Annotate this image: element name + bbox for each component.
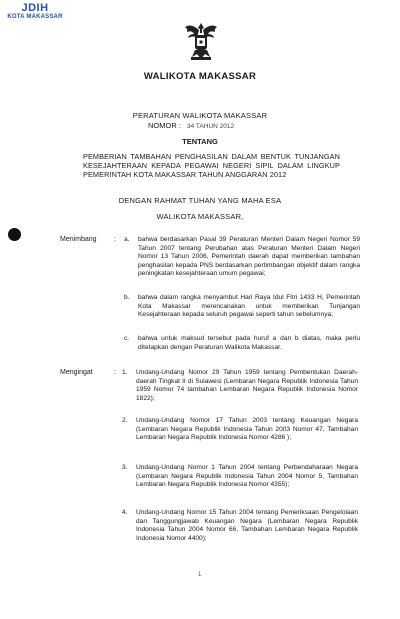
- tentang-heading: TENTANG: [182, 137, 218, 146]
- issuer-title: WALIKOTA MAKASSAR: [143, 71, 257, 82]
- item-marker: 3.: [122, 464, 128, 471]
- regulation-number: [148, 121, 234, 130]
- item-marker: 2.: [122, 417, 128, 424]
- item-marker: b.: [124, 294, 130, 301]
- item-text: Undang-Undang Nomor 17 Tahun 2003 tentang Keuangan Negara (Lembaran Negara Republik Indonesia Tahun 2003 Nomor 47, Tambahan Lembaran Negara Republik Indonesia Nomor 4286 );: [136, 417, 358, 441]
- mengingat-colon: :: [114, 369, 116, 376]
- menimbang-label: Menimbang: [60, 236, 97, 243]
- mengingat-label: Mengingat: [60, 369, 93, 376]
- item-marker: 1.: [122, 369, 128, 376]
- regulation-title: PERATURAN WALIKOTA MAKASSAR: [132, 111, 268, 120]
- item-marker: c.: [124, 335, 130, 342]
- jdih-logo: [5, 3, 65, 20]
- item-text: Undang-Undang Nomor 1 Tahun 2004 tentang Perbendaharaan Negara (Lembaran Negara Republik Indonesia Tahun 2004 Nomor 5, Tambahan Lembaran Negara Republik Indonesia Nomor 4355);: [136, 464, 358, 488]
- nomor-value: 34 TAHUN 2012: [187, 123, 235, 130]
- preamble-line: DENGAN RAHMAT TUHAN YANG MAHA ESA: [118, 196, 282, 205]
- item-marker: a.: [124, 236, 130, 243]
- item-text: Undang-Undang Nomor 29 Tahun 1959 tentang Pembentukan Daerah-daerah Tingkat II di Sulawesi (Lembaran Negara Republik Indonesia Tahun 1959 Nomor 74 tambahan Lembaran Negara Republik Indonesia Nomor 1822);: [136, 369, 358, 402]
- item-marker: 4.: [122, 509, 128, 516]
- item-text: bahwa untuk maksud tersebut pada huruf a dan b diatas, maka perlu ditetapkan dengan Peraturan Walikota Makassar.: [138, 335, 360, 351]
- authority-line: WALIKOTA MAKASSAR,: [156, 212, 244, 221]
- page-mark: 1: [198, 572, 202, 578]
- garuda-emblem-icon: [183, 21, 219, 61]
- item-text: bahwa dalam rangka menyambut Hari Raya Idul Fitri 1433 H, Pemerintah Kota Makassar merencanakan untuk memberikan Tunjangan Kesejahteraan kepada seluruh pegawai seperti tahun sebelumnya;: [138, 294, 360, 318]
- item-text: bahwa berdasarkan Pasal 39 Peraturan Menteri Dalam Negeri Nomor 59 Tahun 2007 tentang Perubahan atas Peraturan Menteri Dalam Negeri Nomor 13 Tahun 2006, Pemerintah daerah dapat memberikan tambahan penghasilan kepada PNS berdasarkan pertimbangan objektif dalam rangka peningkatan kesejahteraan umum pegawai;: [138, 236, 360, 277]
- jdih-logo-title: JDIH: [21, 2, 49, 14]
- jdih-logo-subtitle: KOTA MAKASSAR: [7, 14, 63, 20]
- menimbang-colon: :: [114, 236, 116, 243]
- punch-hole-dot: [8, 228, 21, 241]
- nomor-label: NOMOR :: [148, 121, 181, 130]
- item-text: Undang-Undang Nomor 15 Tahun 2004 tentang Pemeriksaan Pengelolaan dan Tanggungjawab Keuangan Negara (Lembaran Negara Republik Indonesia Tahun 2004 Nomor 66, Tambahan Lembaran Negara Republik Indonesia Nomor 4400);: [136, 509, 358, 542]
- regulation-subject: PEMBERIAN TAMBAHAN PENGHASILAN DALAM BENTUK TUNJANGAN KESEJAHTERAAN KEPADA PEGAWAI NEGERI SIPIL DALAM LINGKUP PEMERINTAH KOTA MAKASSAR TAHUN ANGGARAN 2012: [83, 152, 340, 180]
